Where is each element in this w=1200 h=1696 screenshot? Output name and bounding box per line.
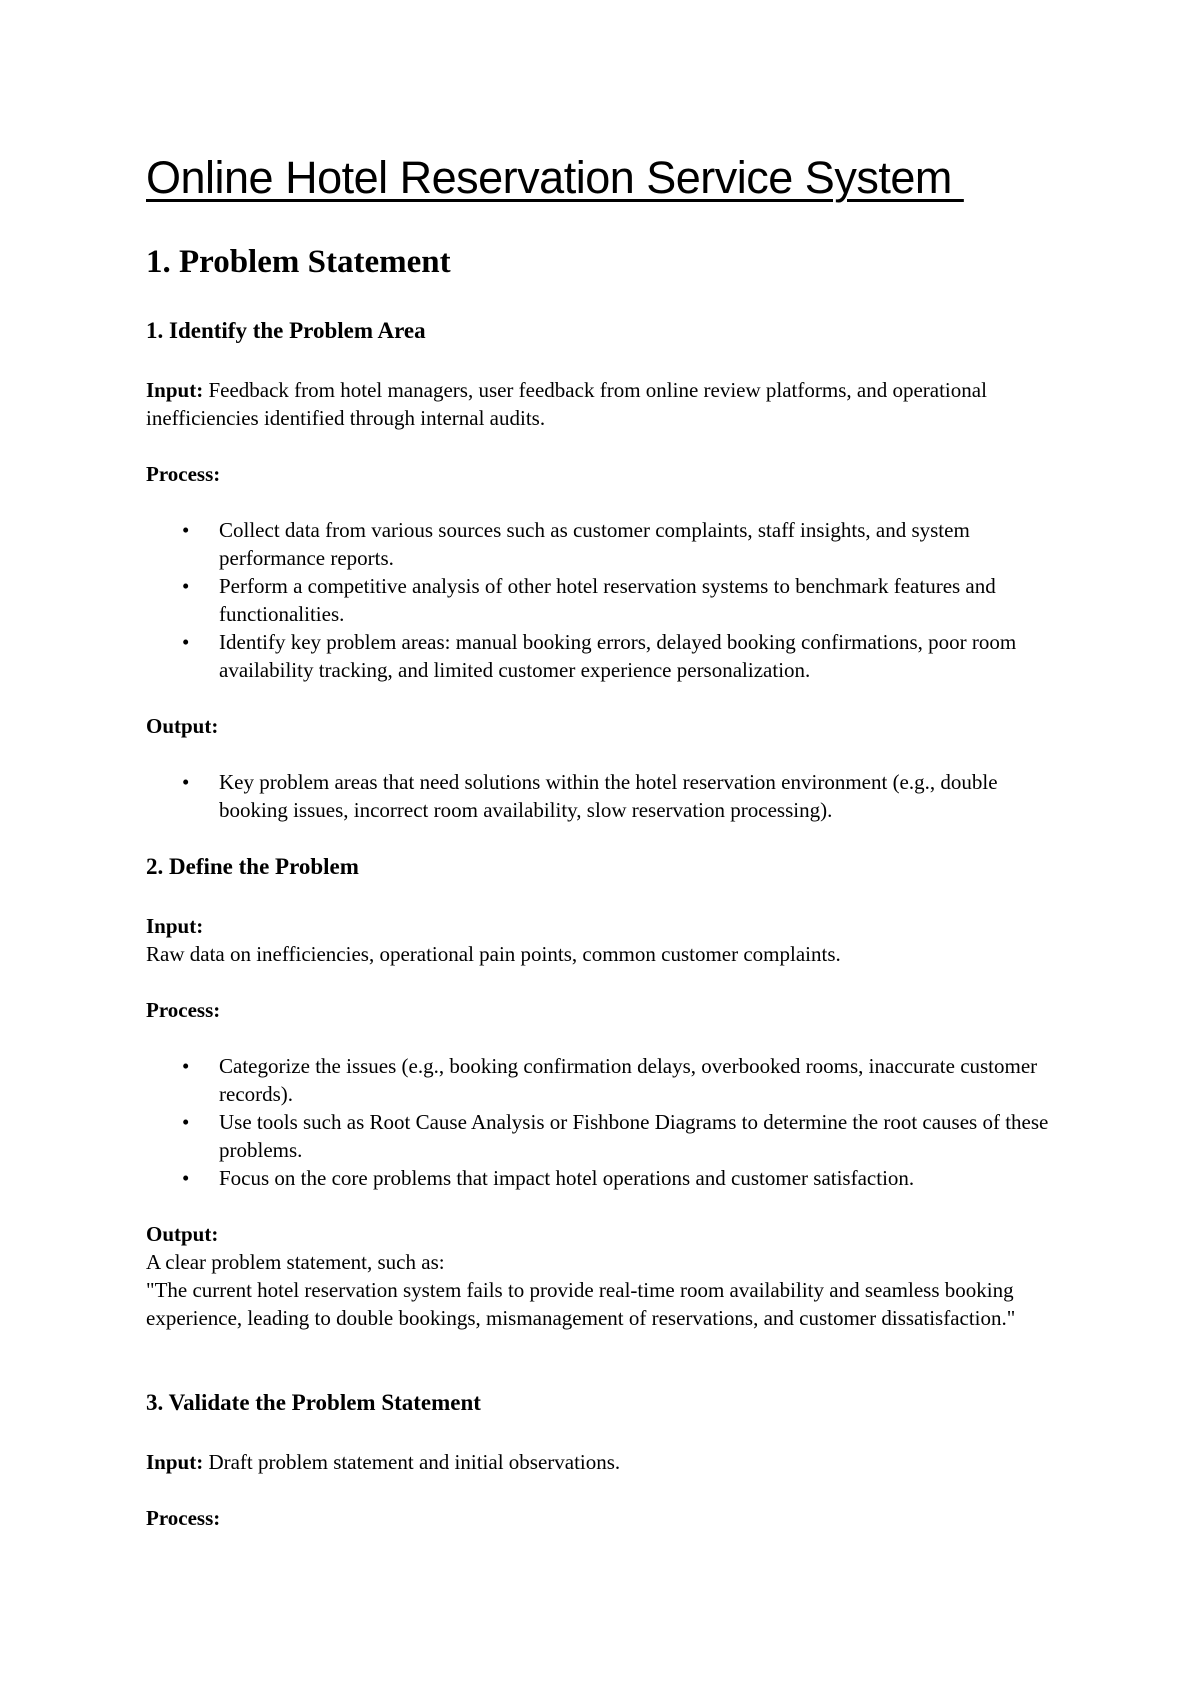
step3-input [146,1448,1066,1476]
document-title: Online Hotel Reservation Service System [146,152,964,203]
step3-process-label: Process: [146,1506,221,1530]
step1-input [146,376,1066,432]
input-label: Input: [146,1450,204,1474]
step2-output-label: Output: [146,1222,219,1246]
step1-output-list [146,768,1066,824]
step2-output-quote: "The current hotel reservation system fails to provide real-time room availability and seamless booking experience, leading to double bookings, mismanagement of reservations, and customer dissatisfaction." [146,1278,1016,1330]
step1-output-label: Output: [146,714,219,738]
list-item: • Focus on the core problems that impact hotel operations and customer satisfaction. [146,1164,1066,1192]
step2-input-label: Input: [146,914,204,938]
step2-output-intro: A clear problem statement, such as: [146,1250,445,1274]
step2-process-label: Process: [146,998,221,1022]
list-item: • Identify key problem areas: manual booking errors, delayed booking confirmations, poor room availability tracking, and limited customer experience personalization. [146,628,1066,684]
step1-input-text: Feedback from hotel managers, user feedback from online review platforms, and operational inefficiencies identified through internal audits. [146,378,987,430]
list-item: • Collect data from various sources such as customer complaints, staff insights, and system performance reports. [146,516,1066,572]
list-item: • Key problem areas that need solutions within the hotel reservation environment (e.g., double booking issues, incorrect room availability, slow reservation processing). [146,768,1066,824]
list-item: • Use tools such as Root Cause Analysis or Fishbone Diagrams to determine the root causes of these problems. [146,1108,1066,1164]
list-item: • Perform a competitive analysis of other hotel reservation systems to benchmark features and functionalities. [146,572,1066,628]
step3-input-text: Draft problem statement and initial observations. [203,1450,621,1474]
step2-process-list [146,1052,1066,1192]
section-heading: 1. Problem Statement [146,244,451,280]
step1-process-list [146,516,1066,684]
step2-input-text: Raw data on inefficiencies, operational pain points, common customer complaints. [146,942,841,966]
step1-process-label: Process: [146,462,221,486]
list-item: • Categorize the issues (e.g., booking confirmation delays, overbooked rooms, inaccurate customer records). [146,1052,1066,1108]
step2-heading: 2. Define the Problem [146,854,359,879]
step1-heading: 1. Identify the Problem Area [146,318,426,343]
input-label: Input: [146,378,204,402]
step3-heading: 3. Validate the Problem Statement [146,1390,481,1415]
